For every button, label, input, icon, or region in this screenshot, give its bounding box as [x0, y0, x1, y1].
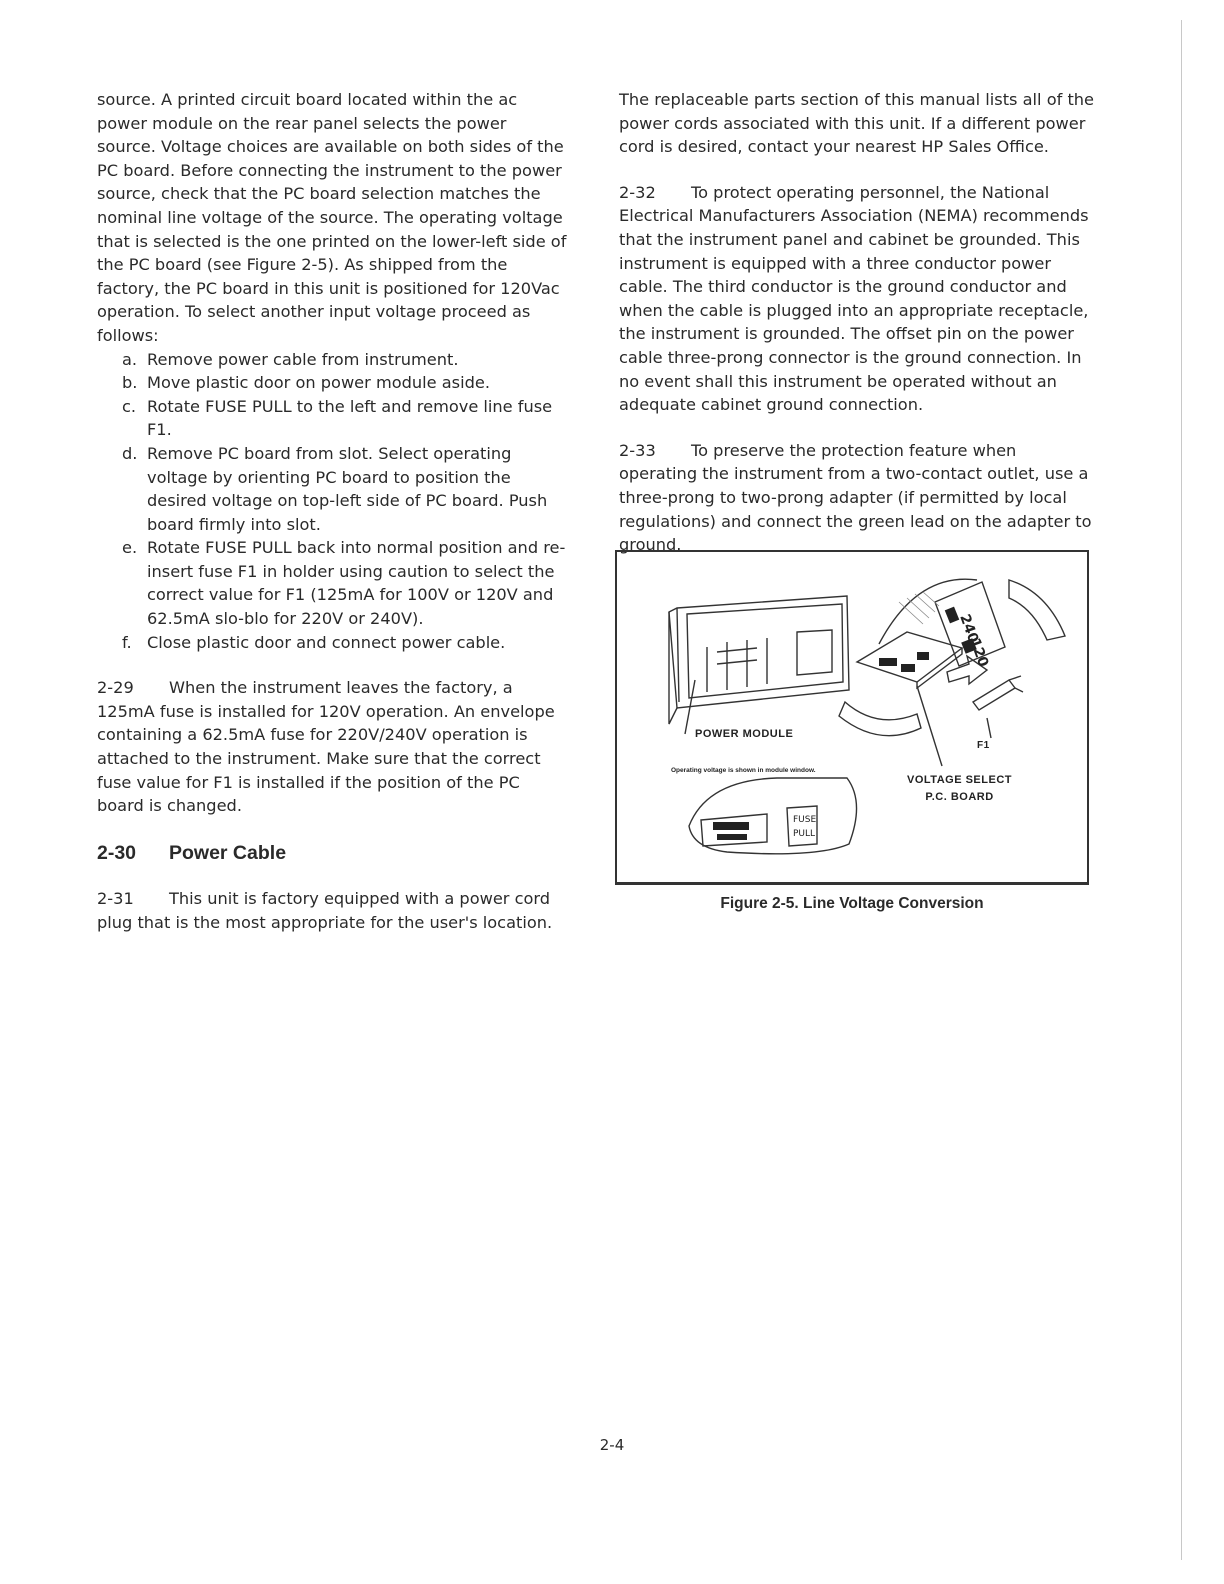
procedure-steps: [97, 348, 567, 655]
fuse-f1-label: F1: [977, 740, 990, 751]
power-module-illustration: [617, 552, 1087, 882]
paragraph-2-32: 2-32 To protect operating personnel, the National Electrical Manufacturers Association (NEMA) recommends that the instrument panel and cabinet be grounded. This instrument is equipped with a three conductor power cable. The third conductor is the ground conductor and when the cable is plugged into an appropriate receptacle, the instrument is grounded. The offset pin on the power cable three-prong connector is the ground connection. In no event shall this instrument be operated without an adequate cabinet ground connection.: [619, 182, 1089, 415]
paragraph-2-29: 2-29 When the instrument leaves the factory, a 125mA fuse is installed for 120V operation. An envelope containing a 62.5mA fuse for 220V/240V operation is attached to the instrument. Make sure that the correct fuse value for F1 is installed if the position of the PC board is changed.: [97, 678, 555, 816]
step-item: a. Remove power cable from instrument.: [122, 349, 459, 369]
window-fuse-label: FUSE: [793, 815, 817, 825]
right-column: [619, 88, 1097, 557]
section-heading-power-cable: 2-30 Power Cable: [97, 841, 287, 864]
paragraph-2-33: 2-33 To preserve the protection feature when operating the instrument from a two-contact outlet, use a three-prong to two-prong adapter (if permitted by local regulations) and connect the green lead on the adapter to ground.: [619, 440, 1092, 555]
step-item: c. Rotate FUSE PULL to the left and remove line fuse F1.: [122, 396, 553, 440]
operating-voltage-note: Operating voltage is shown in module window.: [671, 767, 816, 774]
continued-paragraph: The replaceable parts section of this manual lists all of the power cords associated with this unit. If a different power cord is desired, contact your nearest HP Sales Office.: [619, 90, 1095, 157]
figure-line-voltage-conversion: [615, 550, 1089, 885]
step-item: f. Close plastic door and connect power cable.: [122, 632, 506, 652]
page-number: 2-4: [599, 1436, 625, 1454]
step-item: e. Rotate FUSE PULL back into normal position and re-insert fuse F1 in holder using caution to select the correct value for F1 (125mA for 100V or 120V and 62.5mA slo-blo for 220V or 240V).: [122, 538, 566, 629]
window-pull-label: PULL: [793, 829, 816, 839]
board-voltage-bottom: 120: [966, 636, 992, 670]
power-module-label: POWER MODULE: [695, 728, 794, 740]
paragraph-2-31: 2-31 This unit is factory equipped with a power cord plug that is the most appropriate for the user's location.: [97, 889, 553, 932]
figure-caption: Figure 2-5. Line Voltage Conversion: [720, 895, 984, 912]
left-column: [97, 88, 567, 935]
voltage-select-label: VOLTAGE SELECT P.C. BOARD: [907, 774, 1012, 803]
intro-paragraph: source. A printed circuit board located within the ac power module on the rear panel selects the power source. Voltage choices are available on both sides of the PC board. Before connecting the instrument to the power source, check that the PC board selection matches the nominal line voltage of the source. The operating voltage that is selected is the one printed on the lower-left side of the PC board (see Figure 2-5). As shipped from the factory, the PC board in this unit is positioned for 120Vac operation. To select another input voltage proceed as follows:: [97, 90, 567, 345]
page-edge-line: [1181, 20, 1182, 1560]
step-item: b. Move plastic door on power module aside.: [122, 373, 490, 393]
board-voltage-top: 240: [956, 612, 982, 646]
step-item: d. Remove PC board from slot. Select operating voltage by orienting PC board to position the desired voltage on top-left side of PC board. Push board firmly into slot.: [122, 443, 548, 534]
